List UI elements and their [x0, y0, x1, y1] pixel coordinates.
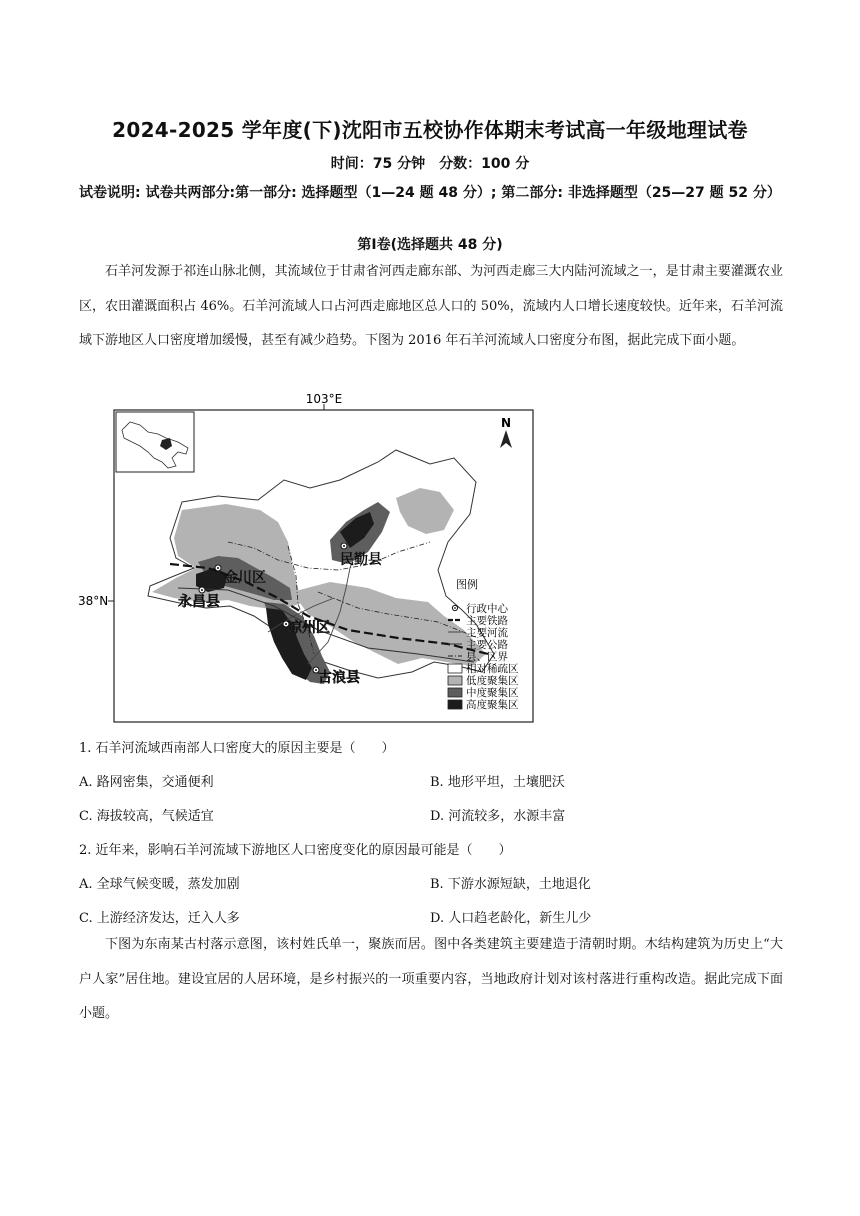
- place-liangzhou: [283, 619, 330, 636]
- svg-text:图例: 图例: [456, 578, 478, 591]
- svg-text:县、区界: 县、区界: [466, 651, 508, 663]
- question-2-option-d[interactable]: D. 人口趋老龄化，新生儿少: [430, 911, 592, 926]
- question-1-stem: 1. 石羊河流域西南部人口密度大的原因主要是（ ）: [79, 741, 395, 756]
- place-gulang: [313, 667, 360, 686]
- exam-score: 分数：100 分: [439, 156, 530, 172]
- exam-title: 2024-2025 学年度(下)沈阳市五校协作体期末考试高一年级地理试卷: [112, 118, 748, 142]
- longitude-label: 103°E: [305, 392, 343, 406]
- svg-text:相对稀疏区: 相对稀疏区: [466, 663, 519, 675]
- exam-instructions: 试卷说明: 试卷共两部分:第一部分: 选择题型（1—24 题 48 分）; 第二部分: 非选择题型（25—27 题 52 分）: [79, 185, 781, 201]
- exam-time: 时间：75 分钟: [330, 156, 426, 172]
- latitude-label: 38°N: [78, 594, 109, 608]
- passage-1: 石羊河发源于祁连山脉北侧，其流域位于甘肃省河西走廊东部、为河西走廊三大内陆河流域之一，是甘肃主要灌溉农业区，农田灌溉面积占 46%。石羊河流域人口占河西走廊地区总人口的 50%，流域内人口增长速度较快。近年来，石羊河流域下游地区人口密度增加缓慢，甚至有减少趋势。下图为 2016 年石羊河流域人口密度分布图，据此完成下面小题。: [79, 264, 783, 348]
- question-1-option-c[interactable]: C. 海拔较高，气候适宜: [79, 809, 214, 824]
- svg-text:中度聚集区: 中度聚集区: [466, 687, 519, 699]
- svg-text:主要河流: 主要河流: [466, 627, 508, 639]
- question-2-option-a[interactable]: A. 全球气候变暖，蒸发加剧: [79, 877, 240, 892]
- exam-meta: [0, 153, 860, 173]
- svg-text:金川区: 金川区: [224, 570, 266, 586]
- population-density-map: [78, 392, 538, 727]
- svg-text:主要铁路: 主要铁路: [466, 615, 508, 627]
- svg-text:主要公路: 主要公路: [466, 639, 508, 651]
- svg-text:高度聚集区: 高度聚集区: [466, 699, 519, 711]
- section-title: 第Ⅰ卷(选择题共 48 分): [357, 237, 503, 253]
- svg-text:凉州区: 凉州区: [288, 620, 330, 636]
- question-1-option-d[interactable]: D. 河流较多，水源丰富: [430, 809, 566, 824]
- svg-text:N: N: [500, 416, 512, 430]
- passage-2: 下图为东南某古村落示意图，该村姓氏单一，聚族而居。图中各类建筑主要建造于清朝时期。木结构建筑为历史上“大户人家”居住地。建设宜居的人居环境，是乡村振兴的一项重要内容，当地政府计划对该村落进行重构改造。据此完成下面小题。: [79, 937, 783, 1021]
- question-1-option-b[interactable]: B. 地形平坦，土壤肥沃: [430, 775, 565, 790]
- question-2-stem: 2. 近年来，影响石羊河流域下游地区人口密度变化的原因最可能是（ ）: [79, 843, 512, 858]
- svg-text:民勤县: 民勤县: [340, 552, 382, 568]
- svg-text:古浪县: 古浪县: [318, 670, 360, 686]
- svg-text:永昌县: 永昌县: [178, 594, 220, 610]
- question-2-option-c[interactable]: C. 上游经济发达，迁入人多: [79, 911, 240, 926]
- question-2-option-b[interactable]: B. 下游水源短缺，土地退化: [430, 877, 591, 892]
- svg-text:低度聚集区: 低度聚集区: [466, 675, 519, 687]
- question-1-option-a[interactable]: A. 路网密集，交通便利: [79, 775, 214, 790]
- svg-text:行政中心: 行政中心: [466, 603, 508, 615]
